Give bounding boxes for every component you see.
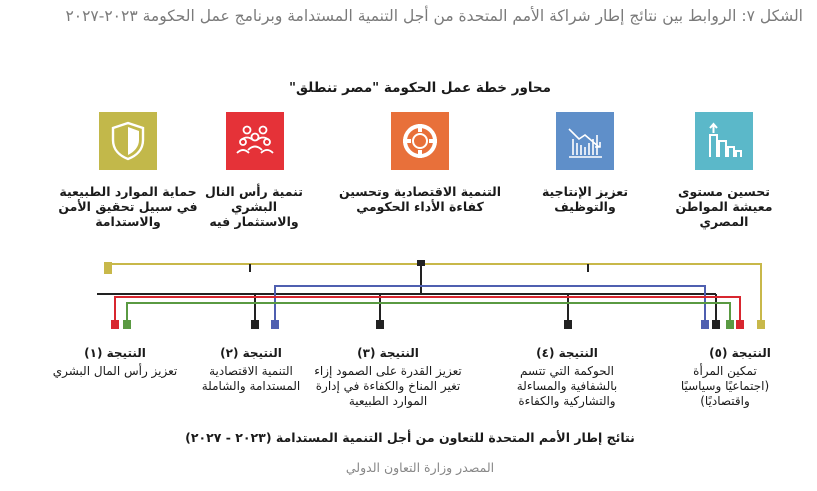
axis-label-2: تعزيز الإنتاجية والتوظيف xyxy=(541,184,629,214)
link-blue xyxy=(271,286,709,329)
outcome-3-text: تعزيز القدرة على الصمود إزاء تغير المناخ والكفاءة في إدارة الموارد الطبيعية xyxy=(314,364,462,408)
outcome-1-title: النتيجة (١) xyxy=(84,346,146,360)
link-green xyxy=(123,303,734,329)
outcome-3-title: النتيجة (٣) xyxy=(357,346,419,360)
link-dark xyxy=(97,260,720,329)
axis-label-5: حماية الموارد الطبيعية في سبيل تحقيق الأمن والاستدامة xyxy=(58,184,198,229)
outcome-1-text: تعزيز رأس المال البشري xyxy=(52,364,178,378)
link-red xyxy=(111,297,744,329)
axis-label-3: التنمية الاقتصادية وتحسين كفاءة الأداء الحكومي xyxy=(338,184,502,214)
outcome-5-title: النتيجة (٥) xyxy=(709,346,771,360)
outcome-2-title: النتيجة (٢) xyxy=(220,346,282,360)
outcome-4-title: النتيجة (٤) xyxy=(536,346,598,360)
axis-label-1: تحسين مستوى معيشة المواطن المصري xyxy=(675,184,773,229)
outcomes-framework-title: نتائج إطار الأمم المتحدة للتعاون من أجل التنمية المستدامة (٢٠٢٣ - ٢٠٢٧) xyxy=(185,430,635,445)
outcome-5-text: تمكين المرأة (اجتماعيًا وسياسيًا واقتصاديًا) xyxy=(680,364,770,408)
figure-title: الشكل ٧: الروابط بين نتائج إطار شراكة الأمم المتحدة من أجل التنمية المستدامة وبرنامج عمل الحكومة ٢٠٢٣-٢٠٢٧ xyxy=(65,7,803,25)
axis-label-4: تنمية رأس النال البشري والاستثمار فيه xyxy=(205,184,303,229)
link-olive xyxy=(104,262,765,329)
outcome-2-text: التنمية الاقتصادية المستدامة والشاملة xyxy=(201,364,301,393)
source-note: المصدر وزارة التعاون الدولي xyxy=(345,460,495,475)
axes-heading: محاور خطة عمل الحكومة "مصر تنطلق" xyxy=(288,80,552,96)
outcome-4-text: الحوكمة التي تتسم بالشفافية والمساءلة والتشاركية والكفاءة xyxy=(516,364,618,408)
